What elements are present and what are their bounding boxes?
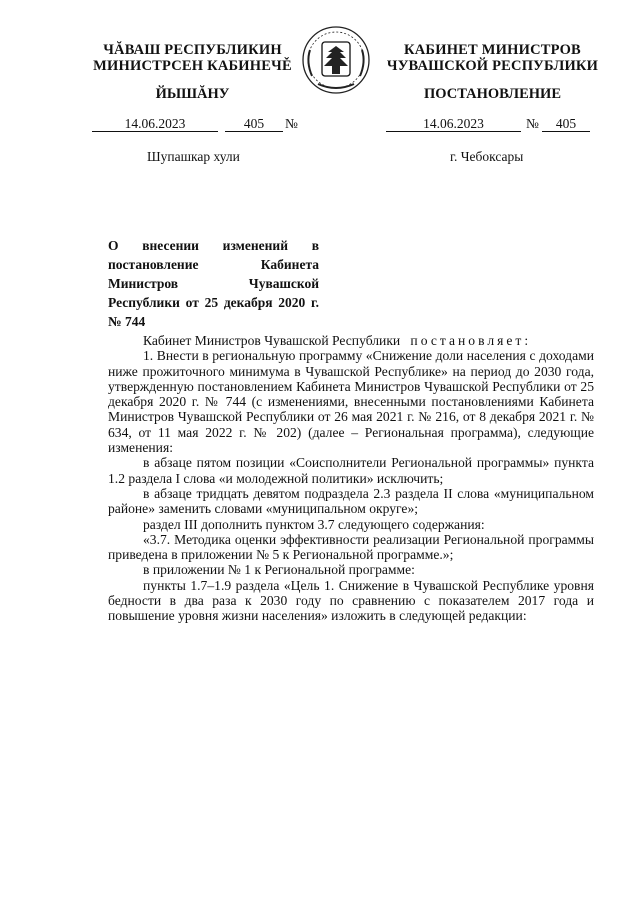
header-right-line1: КАБИНЕТ МИНИСТРОВ	[404, 42, 581, 58]
body-paragraph-2: в абзаце пятом позиции «Соисполнители Региональной программы» пункта 1.2 раздела I слова «и молодежной политики» исключить;	[108, 455, 594, 486]
body-intro-verb: постановляет:	[410, 333, 532, 348]
coat-of-arms-emblem	[298, 22, 374, 98]
header-right-line2: ЧУВАШСКОЙ РЕСПУБЛИКИ	[386, 58, 599, 74]
body-paragraph-6: в приложении № 1 к Региональной программе:	[143, 562, 415, 578]
header-left-doc-type: ЙЫШĂНУ	[155, 86, 230, 102]
body-paragraph-1: 1. Внести в региональную программу «Снижение доли населения с доходами ниже прожиточного минимума в Чувашской Республике» на период до 2030 года, утвержденную постановлением Кабинета Министров Чувашской Республики от 25 декабря 2020 г. № 744 (с изменениями, внесенными постановлениями Кабинета Министров Чувашской Республики от 26 мая 2021 г. № 216, от 8 декабря 2021 г. № 634, от 11 мая 2022 г. № 202) (далее – Региональная программа), следующие изменения:	[108, 348, 594, 456]
header-left-org	[80, 42, 305, 74]
body-paragraph-3: в абзаце тридцать девятом подраздела 2.3 раздела II слова «муниципальном районе» заменить словами «муниципальном округе»;	[108, 485, 594, 517]
right-city: г. Чебоксары	[450, 149, 524, 164]
header-right-doc-type: ПОСТАНОВЛЕНИЕ	[423, 86, 561, 102]
document-title: О внесении изменений в постановление Кабинета Министров Чувашской Республики от 25 декабря 2020 г. № 744	[108, 238, 319, 329]
right-date: 14.06.2023	[423, 116, 484, 131]
left-city: Шупашкар хули	[147, 149, 240, 164]
left-number: 405	[243, 116, 265, 131]
right-number: 405	[555, 116, 577, 131]
body-paragraph-5: «3.7. Методика оценки эффективности реализации Региональной программы приведена в приложении № 5 к Региональной программе.»;	[108, 531, 594, 563]
right-number-sign: №	[526, 116, 539, 131]
body-paragraph-4: раздел III дополнить пунктом 3.7 следующего содержания:	[143, 516, 485, 532]
left-number-sign: №	[285, 116, 298, 131]
header-left-line1: ЧĂВАШ РЕСПУБЛИКИН	[103, 42, 282, 58]
document-body	[108, 333, 594, 624]
left-date: 14.06.2023	[124, 116, 186, 131]
header-left-line2: МИНИСТРСЕН КАБИНЕЧĚ	[93, 58, 292, 74]
body-paragraph-7: пункты 1.7–1.9 раздела «Цель 1. Снижение в Чувашской Республике уровня бедности в два раза к 2030 году по сравнению с показателем 2017 года и повышение уровня жизни населения» изложить в следующей редакции:	[108, 577, 594, 624]
header-right-org	[370, 42, 615, 74]
body-paragraph-intro	[108, 333, 594, 348]
body-intro-lead: Кабинет Министров Чувашской Республики	[143, 333, 401, 348]
